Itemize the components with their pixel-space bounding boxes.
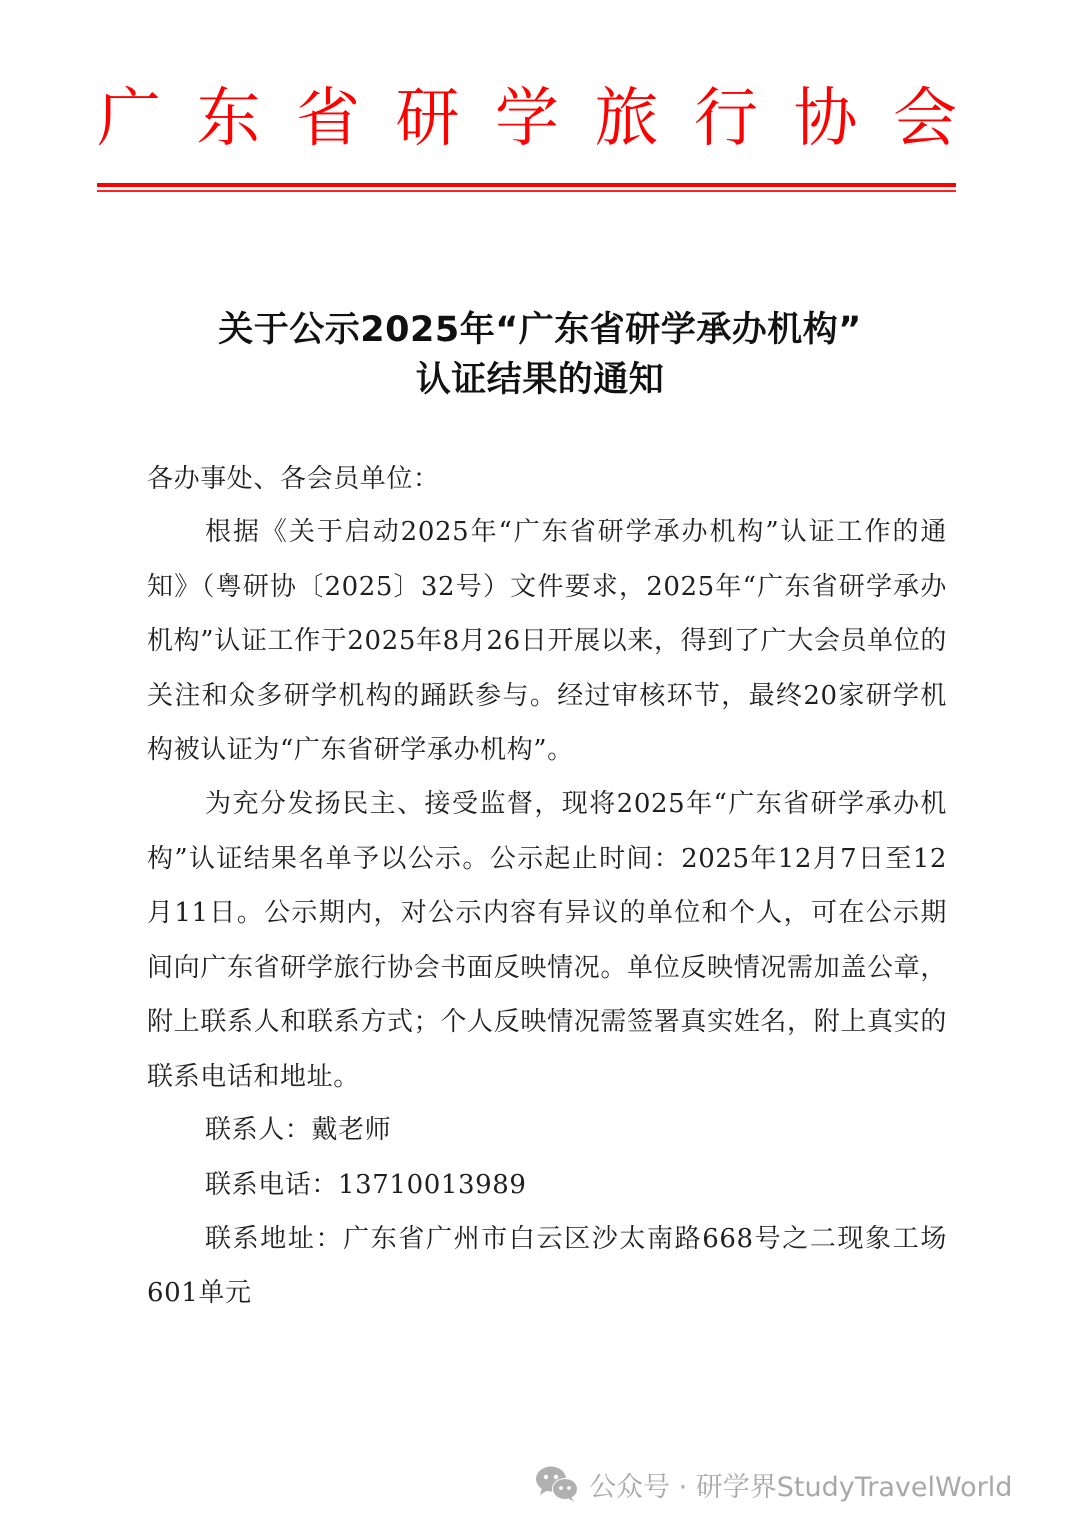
paragraph-publicity: 为充分发扬民主、接受监督，现将2025年“广东省研学承办机构”认证结果名单予以公示。公示起止时间：2025年12月7日至12月11日。公示期内，对公示内容有异议的单位和个人，可在公示期间向广东省研学旅行协会书面反映情况。单位反映情况需加盖公章，附上联系人和联系方式；个人反映情况需签署真实姓名，附上真实的联系电话和地址。 — [147, 789, 947, 1092]
letterhead-char: 会 — [893, 82, 957, 156]
letterhead-rule-thin — [97, 190, 956, 192]
letterhead-char: 学 — [495, 82, 559, 156]
wechat-watermark — [535, 1462, 1012, 1506]
letterhead-char: 行 — [694, 82, 758, 156]
letterhead-char: 东 — [196, 82, 261, 156]
document-title-line1: 关于公示2025年“广东省研学承办机构” — [218, 310, 862, 350]
letterhead-char: 省 — [296, 82, 360, 156]
contact-address: 联系地址：广东省广州市白云区沙太南路668号之二现象工场601单元 — [147, 1224, 947, 1308]
contact-phone: 联系电话：13710013989 — [205, 1170, 527, 1200]
salutation: 各办事处、各会员单位： — [147, 464, 440, 494]
letterhead-char: 协 — [793, 82, 858, 156]
watermark-text: 公众号 · 研学界StudyTravelWorld — [589, 1471, 1013, 1503]
letterhead-char: 研 — [395, 82, 460, 156]
letterhead-rule-thick — [97, 183, 956, 187]
paragraph-background: 根据《关于启动2025年“广东省研学承办机构”认证工作的通知》（粤研协〔2025〕32号）文件要求，2025年“广东省研学承办机构”认证工作于2025年8月26日开展以来，得到了广大会员单位的关注和众多研学机构的踊跃参与。经过审核环节，最终20家研学机构被认证为“广东省研学承办机构”。 — [147, 517, 947, 765]
wechat-icon — [535, 1465, 579, 1503]
document-title-line2: 认证结果的通知 — [415, 360, 665, 400]
letterhead-org-name — [97, 82, 957, 156]
contact-person: 联系人：戴老师 — [205, 1115, 392, 1145]
letterhead-char: 旅 — [594, 82, 659, 156]
letterhead-char: 广 — [97, 82, 161, 156]
